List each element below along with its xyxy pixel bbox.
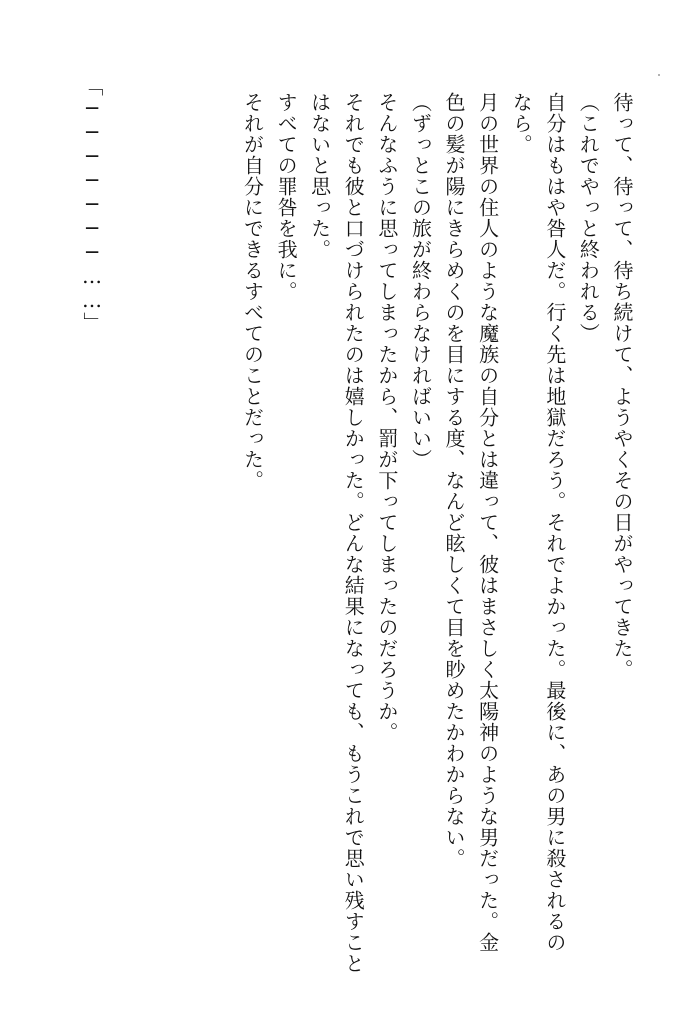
text-line-3: 自分はもはや咎人だ。行く先は地獄だろう。それでよかった。最後に、あの男に殺されるの: [542, 92, 567, 953]
text-line-12: それが自分にできるすべてのことだった。: [240, 92, 265, 491]
text-line-6: 色の髪が陽にきらめくのを目にする度、なんど眩しくて目を眇めたかわからない。: [442, 92, 467, 869]
text-line-4: なら。: [509, 92, 534, 155]
text-line-11: すべての罪咎を我に。: [274, 92, 299, 302]
text-line-9: それでも彼と口づけられたのは嬉しかった。どんな結果になっても、もうこれで思い残すこと: [341, 92, 366, 974]
text-line-2: （これでやっと終われる）: [576, 92, 601, 344]
text-line-8: そんなふうに思ってしまったから、罰が下ってしまったのだろうか。: [374, 92, 399, 743]
dialogue-line: 「───────……」: [80, 76, 104, 332]
text-line-7: （ずっとこの旅が終わらなければいい）: [408, 92, 433, 470]
text-line-1: 待って、待って、待ち続けて、ようやくその日がやってきた。: [610, 92, 634, 680]
body-text: [235, 92, 638, 974]
page-corner-mark: [658, 74, 660, 76]
text-line-10: はないと思った。: [307, 92, 332, 260]
text-line-5: 月の世界の住人のような魔族の自分とは違って、彼はまさしく太陽神のような男だった。金: [475, 92, 500, 953]
